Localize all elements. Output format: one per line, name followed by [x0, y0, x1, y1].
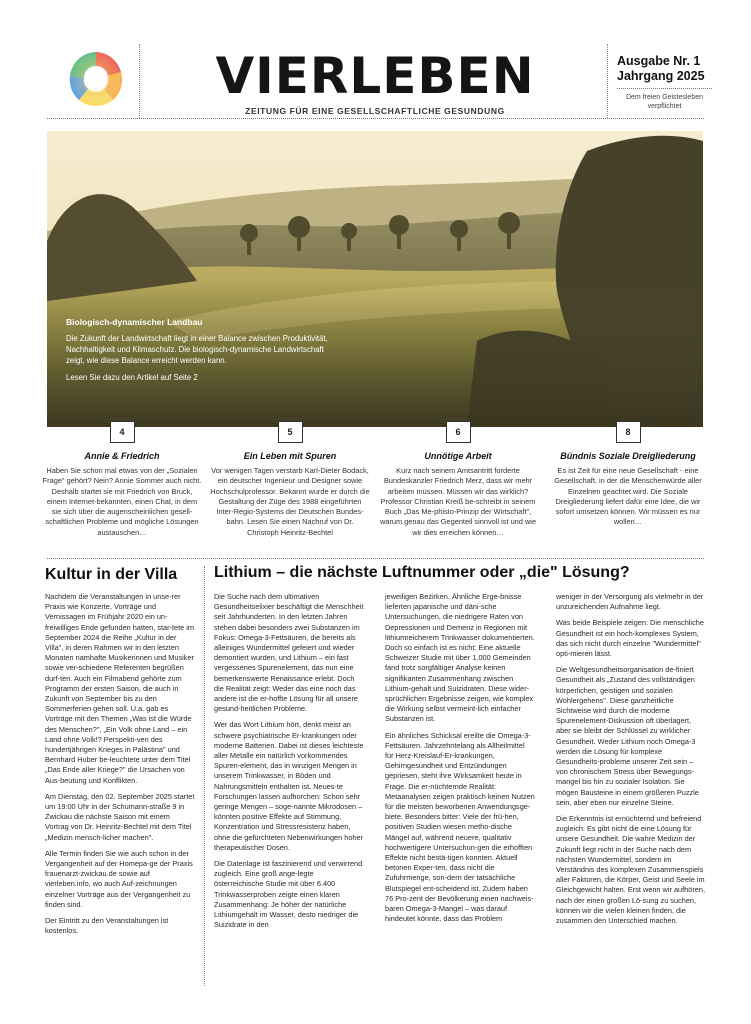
- issue-year: Jahrgang 2025: [617, 69, 705, 83]
- section-rule: [47, 558, 704, 559]
- teaser-text: Kurz nach seinem Amtsantritt forderte Bundeskanzler Friedrich Merz, dass wir mehr arbeiten müssen. Müssen wir das wirklich? Professor Christian Kreiß be-schreibt in seinem Buch „Das Me-phisto-Prinzip der Wirtschaft", warum genau das Gegenteil sinnvoll ist und wie wir dies erreichen können…: [379, 466, 537, 537]
- page-number-badge: 5: [278, 421, 303, 443]
- article-paragraph: Wer das Wort Lithium hört, denkt meist an schwere psychiatrische Er-krankungen oder moderne Batterien. Dabei ist dieses leichteste aller Metalle ein natürlich vorkommendes Spuren-element, das in winzigen Mengen in unserem Trinkwasser, in Böden und Nahrungsmitteln enthalten ist. Neues-te Forschungen lassen aufhorchen: Schon sehr geringe Mengen – soge-nannte Mikrodosen – könnten positive Effekte auf Stimmung, Konzentration und Stressresistenz haben, ohne die gefürchteten Nebenwirkungen hoher therapeutischer Dosen.: [214, 720, 364, 852]
- article-paragraph: Die Suche nach dem ultimativen Gesundheitselixier beschäftigt die Menschheit seit Jahrhunderten. In den letzten Jahren stehen dabei besonders zwei Substanzen im Fokus: Omega-3-Fettsäuren, die bereits als alleiniges Wundermittel gefeiert und wieder demontiert wurden, und Lithium – ein fast vergessenes Spurenelement, das nun eine bemerkenswerte Renaissance erlebt. Doch die Realität zeigt: Weder das eine noch das andere ist die er-hoffte Lösung für all unsere gesund-heitlichen Probleme.: [214, 592, 364, 714]
- page-number-badge: 6: [446, 421, 471, 443]
- article-lithium-col3: [556, 592, 706, 932]
- newspaper-subtitle: ZEITUNG FÜR EINE GESELLSCHAFTLICHE GESUNDUNG: [245, 106, 505, 116]
- article-title-kultur: Kultur in der Villa: [45, 566, 178, 583]
- hero-caption: [66, 317, 336, 383]
- article-paragraph: Am Dienstag, den 02. September 2025 startet um 19:00 Uhr in der Schumann-straße 9 in Zwickau die nächste Saison mit einem Vortrag von Dr. Heinritz-Bechtel mit dem Titel „Medizin mensch-licher machen".: [45, 791, 195, 842]
- masthead: [150, 47, 600, 116]
- divider: [617, 88, 712, 89]
- teaser-heading: Bündnis Soziale Dreigliederung: [560, 451, 696, 461]
- teaser-heading: Ein Leben mit Spuren: [243, 451, 337, 461]
- article-paragraph: Nachdem die Veranstaltungen in unse-rer Praxis wie Konzerte, Vorträge und Vernissagen im Frühjahr 2020 ein un-freiwilliges Ende gefunden hatten, star-tete im September 2024 die Reihe „Kultur in der Villa", in deren Rahmen wir in den letzten Monaten namhafte Musikerinnen und Musiker sowie ver-schiedene Referenten begrüßen durf-ten. Auch ein Filmabend gehörte zum Programm der ersten Saison, die auch in Zukunft von September bis zu den Sommerferien gehen soll. U.a. gab es Vorträge mit den Themen „Was ist die Würde des Menschen?", „Ein Volk ohne Land – ein Land ohne Volk!? Perspekti-ven des hundertjährigen Krieges in Palästina" und Bernhard Huber be-leuchtete unter dem Titel „Das Ende aller Kriege?" die Ursachen von Aus-beutung und Konflikten.: [45, 592, 194, 785]
- article-paragraph: jeweiligen Bezirken. Ähnliche Erge-bnisse lieferten japanische und däni-sche Untersuchungen, die niedrigere Raten von Depressionen und Demenz in Regionen mit lithiumreicherem Trinkwasser dokumentierten. Doch so einfach ist es nicht: Eine aktuelle Schweizer Studie mit über 1.000 Gemeinden fand trotz sorgfältiger Analyse keinen signifikanten Zusammenhang zwischen Lithium-gehalt und Suizidraten. Diese wider-sprüchlichen Ergebnisse zeigen, wie komplex die Wirkung selbst vermeint-lich einfacher Substanzen ist.: [385, 592, 535, 724]
- article-paragraph: Ein ähnliches Schicksal ereilte die Omega-3-Fettsäuren. Jahrzehntelang als Allheilmittel für Herz-Kreislauf-Er-krankungen, Gehirngesundheit und Entzündungen gepriesen, steht ihre Wirksamkeit heute in Frage. Die er-nüchternde Realität: Metaanalysen zeigen praktisch keinen Nutzen für die meisten beworbenen Anwendungsge-biete. Besonders bitter: Viele der frü-hen, positiven Studien wiesen metho-dische Mängel auf, während neuere, qualitativ hochwertigere Untersuchun-gen die erhofften Effekte nicht bestä-tigen konnten. Aktuell betonen Exper-ten, dass nicht die Zufuhrmenge, son-dern der tatsächliche Blutspiegel ent-scheidend ist. Zudem haben 76 Pro-zent der Bevölkerung einen nachweis-baren Omega-3-Mangel – was darauf hindeutet könnte, dass das Problem: [385, 730, 535, 924]
- newspaper-title: VIERLEBEN: [215, 47, 535, 105]
- hero-more-link[interactable]: Lesen Sie dazu den Artikel auf Seite 2: [66, 373, 198, 382]
- teaser-buendnis-dreigliederung[interactable]: [548, 421, 708, 528]
- header-rule: [47, 118, 704, 119]
- column-divider: [204, 566, 205, 986]
- issue-number: Ausgabe Nr. 1: [617, 54, 701, 68]
- article-paragraph: Was beide Beispiele zeigen: Die menschliche Gesundheit ist ein hoch-komplexes System, das sich nicht durch einzelne "Wundermittel" opti-mieren lässt.: [556, 618, 704, 659]
- motto: Dem freien Geistesleben verpflichtet: [625, 94, 704, 110]
- issue-box: [617, 54, 712, 111]
- article-paragraph: Der Eintritt zu den Veranstaltungen ist kostenlos.: [45, 916, 169, 936]
- article-title-lithium: Lithium – die nächste Luftnummer oder „die" Lösung?: [214, 564, 630, 581]
- teaser-heading: Unnötige Arbeit: [424, 451, 492, 461]
- article-kultur: [45, 592, 195, 943]
- hero-heading: Biologisch-dynamischer Landbau: [66, 317, 203, 327]
- article-lithium-col2: [385, 592, 535, 931]
- article-paragraph: weniger in der Versorgung als vielmehr in der unzureichenden Aufnahme liegt.: [556, 592, 704, 612]
- article-paragraph: Die Datenlage ist faszinierend und verwirrend zugleich. Eine groß ange-legte österreichische Studie mit über 6.400 Trinkwasserproben zeigte einen klaren Zusammenhang: Je höher der natürliche Lithiumgehalt im Wasser, desto niedriger die Suizidrate in den: [214, 859, 363, 930]
- article-lithium-col1: [214, 592, 364, 937]
- teaser-ein-leben-mit-spuren[interactable]: [210, 421, 370, 538]
- hero-text: Die Zukunft der Landwirtschaft liegt in einer Balance zwischen Produktivität, Nachhaltigkeit und Klimaschutz. Die biologisch-dynamische Landwirtschaft zeigt, wie diese Balance erreicht werden kann.: [66, 334, 328, 365]
- teaser-heading: Annie & Friedrich: [84, 451, 160, 461]
- teaser-annie-friedrich[interactable]: [42, 421, 202, 538]
- teaser-text: Haben Sie schon mal etwas von der „Sozialen Frage" gehört? Nein? Annie Sommer auch nicht. Deshalb startet sie mit Friedrich von Bruck, einem Internet-bekannten, einen Chat, in dem sie sich über die augenscheinlichen gesell-schaftlichen Probleme und mögliche Lösungen austauschen…: [42, 466, 202, 537]
- article-paragraph: Die Weltgesundheitsorganisation de-finiert Gesundheit als „Zustand des vollständigen körperlichen, geistigen und sozialen Wohlergehens". Diese ganzheitliche Sichtweise wird durch die moderne Spurenelement-Diskussion oft überlagert, aber sie bleibt der Schlüssel zu wirklicher Gesundheit. Weder Lithium noch Omega-3 werden die Lösung für komplexe Gesundheits-probleme unserer Zeit sein – von chronischem Stress über Bewegungs-mangel bis hin zu sozialer Isolation. Sie mögen Bausteine in einem größeren Puzzle sein, aber eben nur einzelne Steine.: [556, 665, 699, 807]
- teaser-text: Es ist Zeit für eine neue Gesellschaft - eine Gesellschaft, in der die Menschenwürde aller Einzelnen geachtet wird. Die Soziale Dreigliederung liefert dafür eine Idee, die wir sofort umsetzen können. Wir müssen es nur wollen…: [554, 466, 702, 527]
- article-paragraph: Alle Termin finden Sie wie auch schon in der Vergangenheit auf der Homepa-ge der Praxis frauenarzt-zwickau.de sowie auf vierleben.info, wo auch Auf-zeichnungen einzelner Vorträge aus der Vergangenheit zu finden sind.: [45, 848, 193, 909]
- teaser-unnoetige-arbeit[interactable]: [378, 421, 538, 538]
- header-divider: [607, 44, 608, 118]
- page-number-badge: 4: [110, 421, 135, 443]
- teaser-text: Vor wenigen Tagen verstarb Karl-Dieter Bodack, ein deutscher Ingenieur und Designer sowie Hochschulprofessor. Bekannt wurde er durch die Gestaltung der Züge des 1988 eingeführten Inter-Regio-Systems der Deutschen Bundes-bahn. Lesen Sie einen Nachruf von Dr. Christoph Heinritz-Bechtel: [210, 466, 370, 537]
- header-divider: [139, 44, 140, 118]
- article-paragraph: Die Erkenntnis ist ernüchternd und befreiend zugleich: Es gibt nicht die eine Lösung für unsere Gesundheit. Die wahre Medizin der Zukunft liegt nicht in der Suche nach dem nächsten Wundermittel, sondern im Verständnis des komplexen Zusammenspiels aller Faktoren, die Körper, Geist und Seele im Gleichgewicht halten. Erst wenn wir aufhören, nach der einen großen Lö-sung zu suchen, können wir die vielen kleinen finden, die zusammen den Unterschied machen.: [556, 814, 705, 926]
- watercolor-circle-logo-icon: [63, 46, 129, 112]
- page-number-badge: 8: [616, 421, 641, 443]
